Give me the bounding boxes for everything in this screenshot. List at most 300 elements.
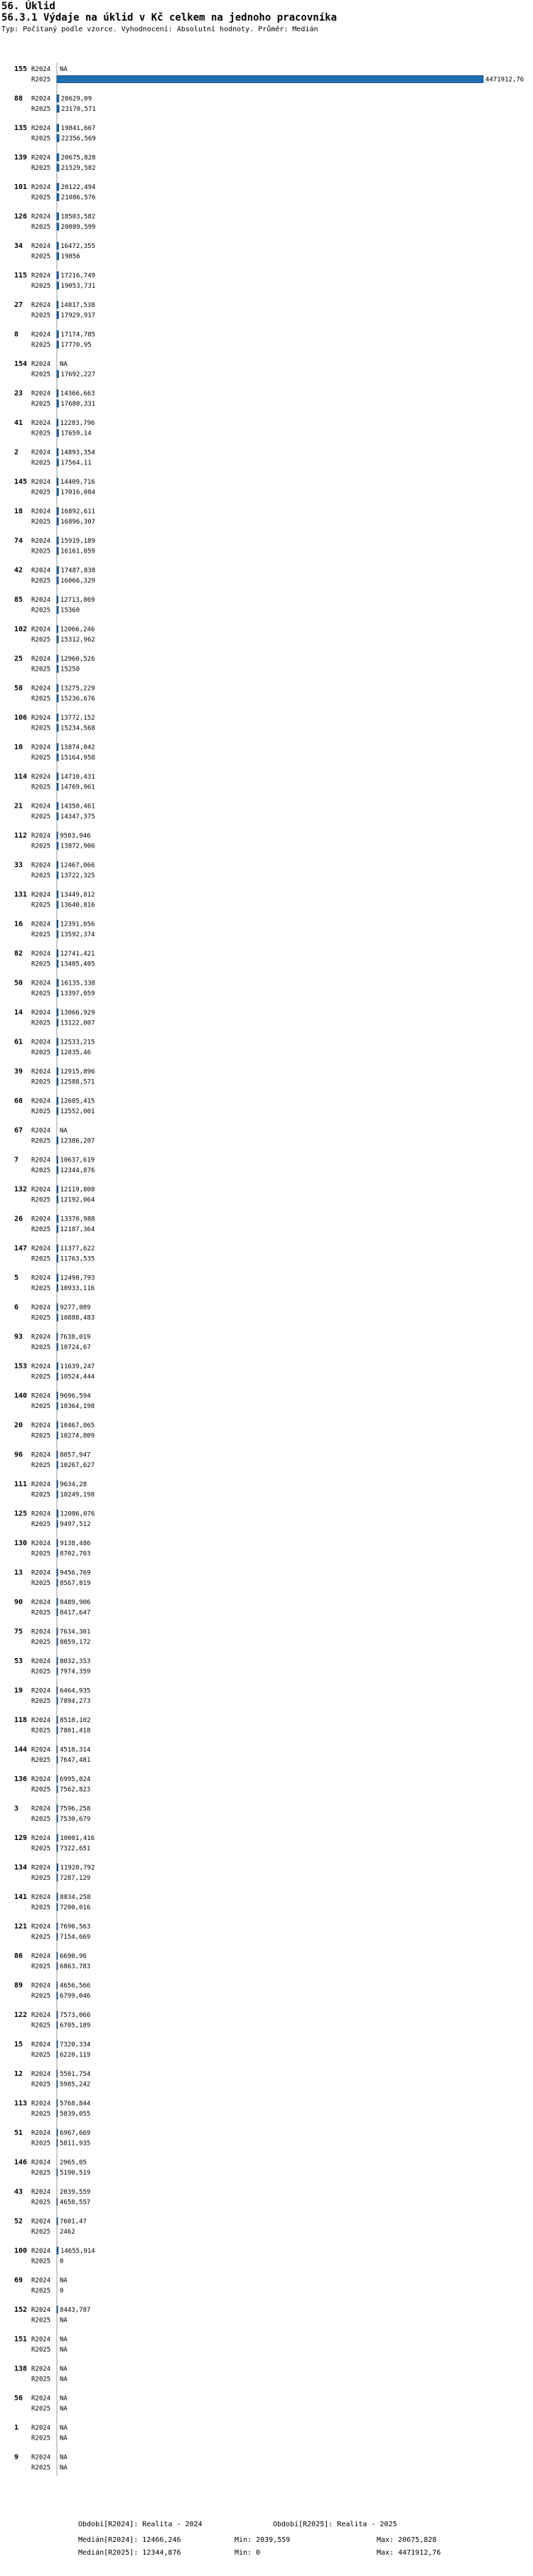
group-id-label: 88 xyxy=(14,94,23,103)
bar xyxy=(57,1992,58,1999)
bar xyxy=(57,980,58,987)
series-label: R2025 xyxy=(31,1196,51,1204)
bar xyxy=(57,1786,58,1793)
series-label: R2024 xyxy=(31,744,51,752)
series-label: R2024 xyxy=(31,154,51,162)
group-id-label: 106 xyxy=(14,714,28,722)
series-label: R2024 xyxy=(31,1098,51,1105)
data-label: 0 xyxy=(60,2258,64,2266)
series-label: R2025 xyxy=(31,1698,51,1705)
data-label: 7894,273 xyxy=(60,1698,91,1705)
series-label: R2024 xyxy=(31,1157,51,1164)
series-label: R2024 xyxy=(31,1304,51,1311)
bar xyxy=(57,960,58,968)
series-label: R2024 xyxy=(31,1894,51,1901)
data-label: 7320,334 xyxy=(60,2041,91,2049)
bar xyxy=(57,1343,58,1351)
data-label: 23170,571 xyxy=(61,106,96,113)
series-label: R2024 xyxy=(31,125,51,132)
data-label: 10274,809 xyxy=(60,1432,95,1440)
data-label: 6967,669 xyxy=(60,2130,91,2137)
group-id-label: 146 xyxy=(14,2158,28,2167)
bar xyxy=(57,636,58,643)
bar xyxy=(57,1805,58,1812)
group-id-label: 138 xyxy=(14,2365,28,2373)
legend-period-2024: Období[R2024]: Realita - 2024 xyxy=(78,2521,203,2528)
series-label: R2025 xyxy=(31,607,51,615)
series-label: R2025 xyxy=(31,489,51,497)
bar xyxy=(57,1598,58,1606)
series-label: R2024 xyxy=(31,1599,51,1606)
data-label: 2965,05 xyxy=(60,2159,87,2167)
data-label: 5985,242 xyxy=(60,2081,91,2089)
data-label: 20122,494 xyxy=(60,184,96,191)
data-label: 6690,96 xyxy=(60,1953,87,1960)
bar xyxy=(57,1098,58,1105)
series-label: R2024 xyxy=(31,2218,51,2226)
series-label: R2024 xyxy=(31,66,51,73)
bar xyxy=(57,655,58,662)
bar xyxy=(57,773,58,780)
bar xyxy=(57,1009,58,1016)
bar xyxy=(57,2110,58,2117)
data-label: 8518,102 xyxy=(60,1717,91,1724)
bar xyxy=(57,1982,58,1989)
series-label: R2025 xyxy=(31,2405,51,2413)
series-label: R2025 xyxy=(31,2288,51,2295)
bar xyxy=(57,1609,58,1616)
data-label: 13397,059 xyxy=(60,990,95,997)
bar xyxy=(57,105,59,112)
series-label: R2024 xyxy=(31,1540,51,1547)
group-id-label: 111 xyxy=(14,1481,28,1488)
data-label: 2039,559 xyxy=(60,2189,91,2196)
data-label: 10364,198 xyxy=(60,1403,95,1410)
series-label: R2025 xyxy=(31,1373,51,1381)
series-label: R2024 xyxy=(31,980,51,987)
bar xyxy=(57,1157,58,1164)
series-label: R2024 xyxy=(31,1510,51,1518)
legend-median-2024: Medián[R2024]: 12466,246 xyxy=(78,2536,181,2544)
data-label: 14655,914 xyxy=(60,2248,95,2255)
data-label: 8567,819 xyxy=(60,1580,91,1587)
group-id-label: 141 xyxy=(14,1893,28,1901)
series-label: R2025 xyxy=(31,1639,51,1646)
series-label: R2024 xyxy=(31,2425,51,2432)
bar xyxy=(57,1727,58,1734)
bar xyxy=(57,1167,58,1174)
bar xyxy=(57,1815,58,1822)
group-id-label: 21 xyxy=(14,802,23,811)
group-id-label: 51 xyxy=(14,2129,23,2137)
series-label: R2025 xyxy=(31,371,51,379)
group-id-label: 136 xyxy=(14,1775,28,1783)
group-id-label: 115 xyxy=(14,271,28,280)
data-label: 4518,314 xyxy=(60,1746,91,1754)
data-label: 13640,816 xyxy=(60,902,95,909)
bar xyxy=(57,1491,58,1498)
data-label: 12086,076 xyxy=(60,1510,95,1518)
bar xyxy=(57,921,58,928)
data-label: 7154,669 xyxy=(60,1934,91,1941)
data-label: 10267,627 xyxy=(60,1462,95,1469)
data-label: 6995,824 xyxy=(60,1776,91,1783)
series-label: R2024 xyxy=(31,567,51,575)
data-label: 7573,066 xyxy=(60,2012,91,2019)
data-label: 11639,247 xyxy=(60,1363,95,1370)
bar xyxy=(57,1255,58,1262)
bar xyxy=(57,1078,58,1086)
series-label: R2024 xyxy=(31,1746,51,1754)
data-label: 13772,152 xyxy=(60,715,95,722)
data-label: 6799,046 xyxy=(60,1993,91,2000)
group-id-label: 93 xyxy=(14,1333,23,1341)
series-label: R2025 xyxy=(31,106,51,113)
series-label: R2024 xyxy=(31,2189,51,2196)
bar xyxy=(57,2129,58,2136)
series-label: R2024 xyxy=(31,213,51,221)
bar xyxy=(57,1756,58,1763)
data-label: 6220,119 xyxy=(60,2052,91,2059)
group-id-label: 39 xyxy=(14,1068,23,1076)
data-label: 21086,576 xyxy=(60,194,96,202)
data-label: 7801,418 xyxy=(60,1727,91,1735)
series-label: R2024 xyxy=(31,1422,51,1429)
bar xyxy=(57,1402,58,1409)
series-label: R2024 xyxy=(31,597,51,604)
bar xyxy=(57,784,58,791)
bar xyxy=(57,2022,58,2029)
series-label: R2024 xyxy=(31,833,51,840)
group-id-label: 82 xyxy=(14,950,23,958)
bar xyxy=(57,950,58,957)
series-label: R2024 xyxy=(31,243,51,250)
data-label: 7200,016 xyxy=(60,1904,91,1912)
series-label: R2024 xyxy=(31,1333,51,1341)
series-label: R2024 xyxy=(31,1805,51,1813)
data-label: 10249,198 xyxy=(60,1491,95,1499)
group-id-label: 67 xyxy=(14,1127,23,1135)
data-label: 16135,338 xyxy=(60,980,95,987)
series-label: R2025 xyxy=(31,2258,51,2266)
data-label: 7596,258 xyxy=(60,1805,91,1813)
data-label: NA xyxy=(60,2454,68,2462)
series-label: R2025 xyxy=(31,342,51,349)
bar xyxy=(57,213,58,220)
data-label: 8834,258 xyxy=(60,1894,91,1901)
group-id-label: 145 xyxy=(14,478,28,486)
data-label: 12467,066 xyxy=(60,862,95,870)
series-label: R2025 xyxy=(31,548,51,556)
bar xyxy=(57,1628,58,1635)
series-label: R2025 xyxy=(31,1845,51,1853)
series-label: R2024 xyxy=(31,626,51,634)
bar xyxy=(57,1864,58,1871)
group-id-label: 100 xyxy=(14,2247,28,2255)
series-label: R2025 xyxy=(31,754,51,762)
series-label: R2025 xyxy=(31,1727,51,1735)
group-id-label: 58 xyxy=(14,684,23,693)
data-label: 9138,486 xyxy=(60,1540,91,1547)
group-id-label: 155 xyxy=(14,65,28,73)
bar xyxy=(57,1845,58,1852)
data-label: 7287,129 xyxy=(60,1875,91,1882)
series-label: R2024 xyxy=(31,1569,51,1577)
series-label: R2024 xyxy=(31,538,51,545)
group-id-label: 147 xyxy=(14,1245,28,1252)
series-label: R2024 xyxy=(31,2130,51,2137)
series-label: R2025 xyxy=(31,76,51,84)
group-id-label: 26 xyxy=(14,1215,23,1223)
data-label: 20675,828 xyxy=(60,154,96,162)
data-label: 6464,935 xyxy=(60,1687,91,1695)
data-label: 13872,906 xyxy=(60,843,95,850)
series-label: R2025 xyxy=(31,1403,51,1410)
bar xyxy=(57,1697,58,1704)
series-label: R2025 xyxy=(31,1786,51,1794)
series-label: R2024 xyxy=(31,862,51,870)
bar xyxy=(57,1422,58,1429)
data-label: 12391,056 xyxy=(60,921,95,929)
group-id-label: 27 xyxy=(14,301,23,309)
group-id-label: 131 xyxy=(14,891,28,899)
data-label: 16472,355 xyxy=(60,243,95,250)
data-label: 12915,896 xyxy=(60,1068,95,1076)
group-id-label: 18 xyxy=(14,507,23,516)
data-label: 14366,663 xyxy=(60,390,95,398)
series-label: R2024 xyxy=(31,951,51,958)
series-label: R2024 xyxy=(31,2307,51,2314)
data-label: 12119,808 xyxy=(60,1186,95,1194)
data-label: 15312,962 xyxy=(60,637,95,644)
data-label: 10001,416 xyxy=(60,1835,95,1842)
data-label: 13722,325 xyxy=(60,872,95,880)
group-id-label: 101 xyxy=(14,183,28,191)
data-label: 5811,935 xyxy=(60,2140,91,2148)
series-label: R2024 xyxy=(31,1717,51,1724)
series-label: R2025 xyxy=(31,960,51,968)
data-label: 13275,229 xyxy=(60,685,95,693)
series-label: R2025 xyxy=(31,902,51,909)
data-label: 12960,526 xyxy=(60,656,95,663)
data-label: 17770,95 xyxy=(60,342,92,349)
series-label: R2024 xyxy=(31,2454,51,2462)
bar xyxy=(57,400,58,407)
series-label: R2024 xyxy=(31,508,51,516)
data-label: 10467,065 xyxy=(60,1422,95,1429)
group-id-label: 113 xyxy=(14,2099,28,2108)
series-label: R2025 xyxy=(31,194,51,202)
data-label: 7638,019 xyxy=(60,1333,91,1341)
data-label: 17216,749 xyxy=(60,272,96,280)
series-label: R2025 xyxy=(31,1757,51,1764)
group-id-label: 23 xyxy=(14,389,23,398)
group-id-label: 121 xyxy=(14,1922,28,1931)
data-label: 15919,189 xyxy=(60,538,95,545)
series-label: R2025 xyxy=(31,1285,51,1292)
data-label: 6863,783 xyxy=(60,1963,91,1971)
bar xyxy=(57,1539,58,1547)
data-label: 14409,716 xyxy=(60,479,95,486)
series-label: R2024 xyxy=(31,1186,51,1194)
group-id-label: 33 xyxy=(14,861,23,870)
series-label: R2025 xyxy=(31,931,51,938)
bar xyxy=(57,390,58,397)
data-label: 13449,812 xyxy=(60,892,95,899)
group-id-label: 61 xyxy=(14,1038,23,1046)
data-label: 15250 xyxy=(60,666,80,673)
series-label: R2025 xyxy=(31,1226,51,1233)
series-label: R2024 xyxy=(31,1953,51,1960)
data-label: 4656,566 xyxy=(60,1982,91,1990)
bar xyxy=(57,685,58,692)
series-label: R2025 xyxy=(31,519,51,526)
series-label: R2025 xyxy=(31,1108,51,1115)
group-id-label: 56 xyxy=(14,2394,23,2403)
group-id-label: 132 xyxy=(14,1186,28,1194)
series-label: R2024 xyxy=(31,95,51,103)
series-label: R2025 xyxy=(31,784,51,791)
series-label: R2025 xyxy=(31,2376,51,2383)
series-label: R2024 xyxy=(31,2277,51,2285)
data-label: 12552,001 xyxy=(60,1108,95,1115)
series-label: R2025 xyxy=(31,2140,51,2148)
group-id-label: 126 xyxy=(14,212,28,221)
bar xyxy=(57,1373,58,1380)
data-label: 12741,421 xyxy=(60,951,95,958)
bar xyxy=(57,1392,58,1400)
bar xyxy=(57,135,59,142)
series-label: R2025 xyxy=(31,2464,51,2472)
bar xyxy=(57,1716,58,1723)
data-label: 20089,599 xyxy=(60,224,96,231)
series-label: R2024 xyxy=(31,1068,51,1076)
series-label: R2025 xyxy=(31,1344,51,1351)
bar xyxy=(57,1657,58,1665)
data-label: 7322,651 xyxy=(60,1845,91,1853)
data-label: 22356,569 xyxy=(60,135,96,143)
data-label: 16896,307 xyxy=(60,519,96,526)
data-label: 10637,619 xyxy=(60,1157,95,1164)
series-label: R2024 xyxy=(31,331,51,339)
series-label: R2025 xyxy=(31,460,51,467)
data-label: 13122,007 xyxy=(60,1019,95,1027)
series-label: R2025 xyxy=(31,1167,51,1174)
data-label: 5839,055 xyxy=(60,2111,91,2118)
series-label: R2024 xyxy=(31,656,51,663)
bar xyxy=(57,2247,58,2254)
series-label: R2024 xyxy=(31,1776,51,1783)
series-label: R2025 xyxy=(31,253,51,261)
group-id-label: 69 xyxy=(14,2276,23,2285)
series-label: R2025 xyxy=(31,637,51,644)
data-label: 0 xyxy=(60,2288,64,2295)
bar xyxy=(57,832,58,839)
group-id-label: 129 xyxy=(14,1834,28,1842)
series-label: R2024 xyxy=(31,184,51,191)
bar xyxy=(57,803,58,810)
group-id-label: 13 xyxy=(14,1569,23,1577)
data-label: 12386,207 xyxy=(60,1137,95,1145)
series-label: R2025 xyxy=(31,2170,51,2177)
series-label: R2024 xyxy=(31,1451,51,1459)
series-label: R2024 xyxy=(31,2366,51,2373)
legend-period-2025: Období[R2025]: Realita - 2025 xyxy=(273,2521,397,2528)
group-id-label: 86 xyxy=(14,1952,23,1960)
data-label: 14893,354 xyxy=(60,449,95,457)
group-id-label: 139 xyxy=(14,153,28,162)
data-label: NA xyxy=(60,2366,68,2373)
data-label: 7974,359 xyxy=(60,1668,91,1676)
data-label: 13066,929 xyxy=(60,1010,95,1017)
data-label: 2462 xyxy=(60,2229,75,2236)
group-id-label: 6 xyxy=(14,1304,19,1311)
series-label: R2024 xyxy=(31,1864,51,1872)
series-label: R2024 xyxy=(31,420,51,427)
bar xyxy=(57,1461,58,1468)
series-label: R2024 xyxy=(31,1835,51,1842)
bar xyxy=(57,1579,58,1586)
series-label: R2024 xyxy=(31,1363,51,1370)
bar xyxy=(57,1284,58,1292)
data-label: 5768,844 xyxy=(60,2100,91,2108)
data-label: 5501,754 xyxy=(60,2071,91,2078)
group-id-label: 135 xyxy=(14,124,28,132)
data-label: 17692,227 xyxy=(60,371,96,379)
series-label: R2025 xyxy=(31,224,51,231)
group-id-label: 74 xyxy=(14,537,23,545)
group-id-label: 102 xyxy=(14,625,28,634)
bar xyxy=(57,124,59,131)
series-label: R2025 xyxy=(31,1491,51,1499)
data-label: NA xyxy=(60,2336,68,2344)
series-label: R2024 xyxy=(31,1687,51,1695)
bar xyxy=(57,419,58,426)
group-id-label: 68 xyxy=(14,1097,23,1105)
group-id-label: 152 xyxy=(14,2306,28,2314)
bar xyxy=(57,548,58,555)
group-id-label: 144 xyxy=(14,1746,28,1754)
data-label: 13874,042 xyxy=(60,744,95,752)
bar xyxy=(57,1746,58,1753)
series-label: R2025 xyxy=(31,2347,51,2354)
group-id-label: 52 xyxy=(14,2217,23,2226)
series-label: R2025 xyxy=(31,1550,51,1558)
bar xyxy=(57,341,58,348)
bar xyxy=(57,331,58,338)
series-label: R2025 xyxy=(31,312,51,320)
series-label: R2025 xyxy=(31,1521,51,1528)
series-label: R2024 xyxy=(31,449,51,457)
bar xyxy=(57,537,58,544)
group-id-label: 130 xyxy=(14,1539,28,1547)
bar xyxy=(57,872,58,879)
data-label: 12498,793 xyxy=(60,1275,95,1282)
group-id-label: 90 xyxy=(14,1598,23,1606)
series-label: R2024 xyxy=(31,2071,51,2078)
bar xyxy=(57,1923,58,1930)
series-label: R2024 xyxy=(31,302,51,309)
group-id-label: 25 xyxy=(14,655,23,663)
data-label: 12066,246 xyxy=(60,626,95,634)
series-label: R2025 xyxy=(31,2199,51,2207)
group-id-label: 5 xyxy=(14,1274,19,1282)
bar xyxy=(57,2199,58,2206)
group-id-label: 96 xyxy=(14,1451,23,1459)
data-label: 12588,571 xyxy=(60,1078,95,1086)
series-label: R2025 xyxy=(31,1462,51,1469)
data-label: 9277,089 xyxy=(60,1304,91,1311)
